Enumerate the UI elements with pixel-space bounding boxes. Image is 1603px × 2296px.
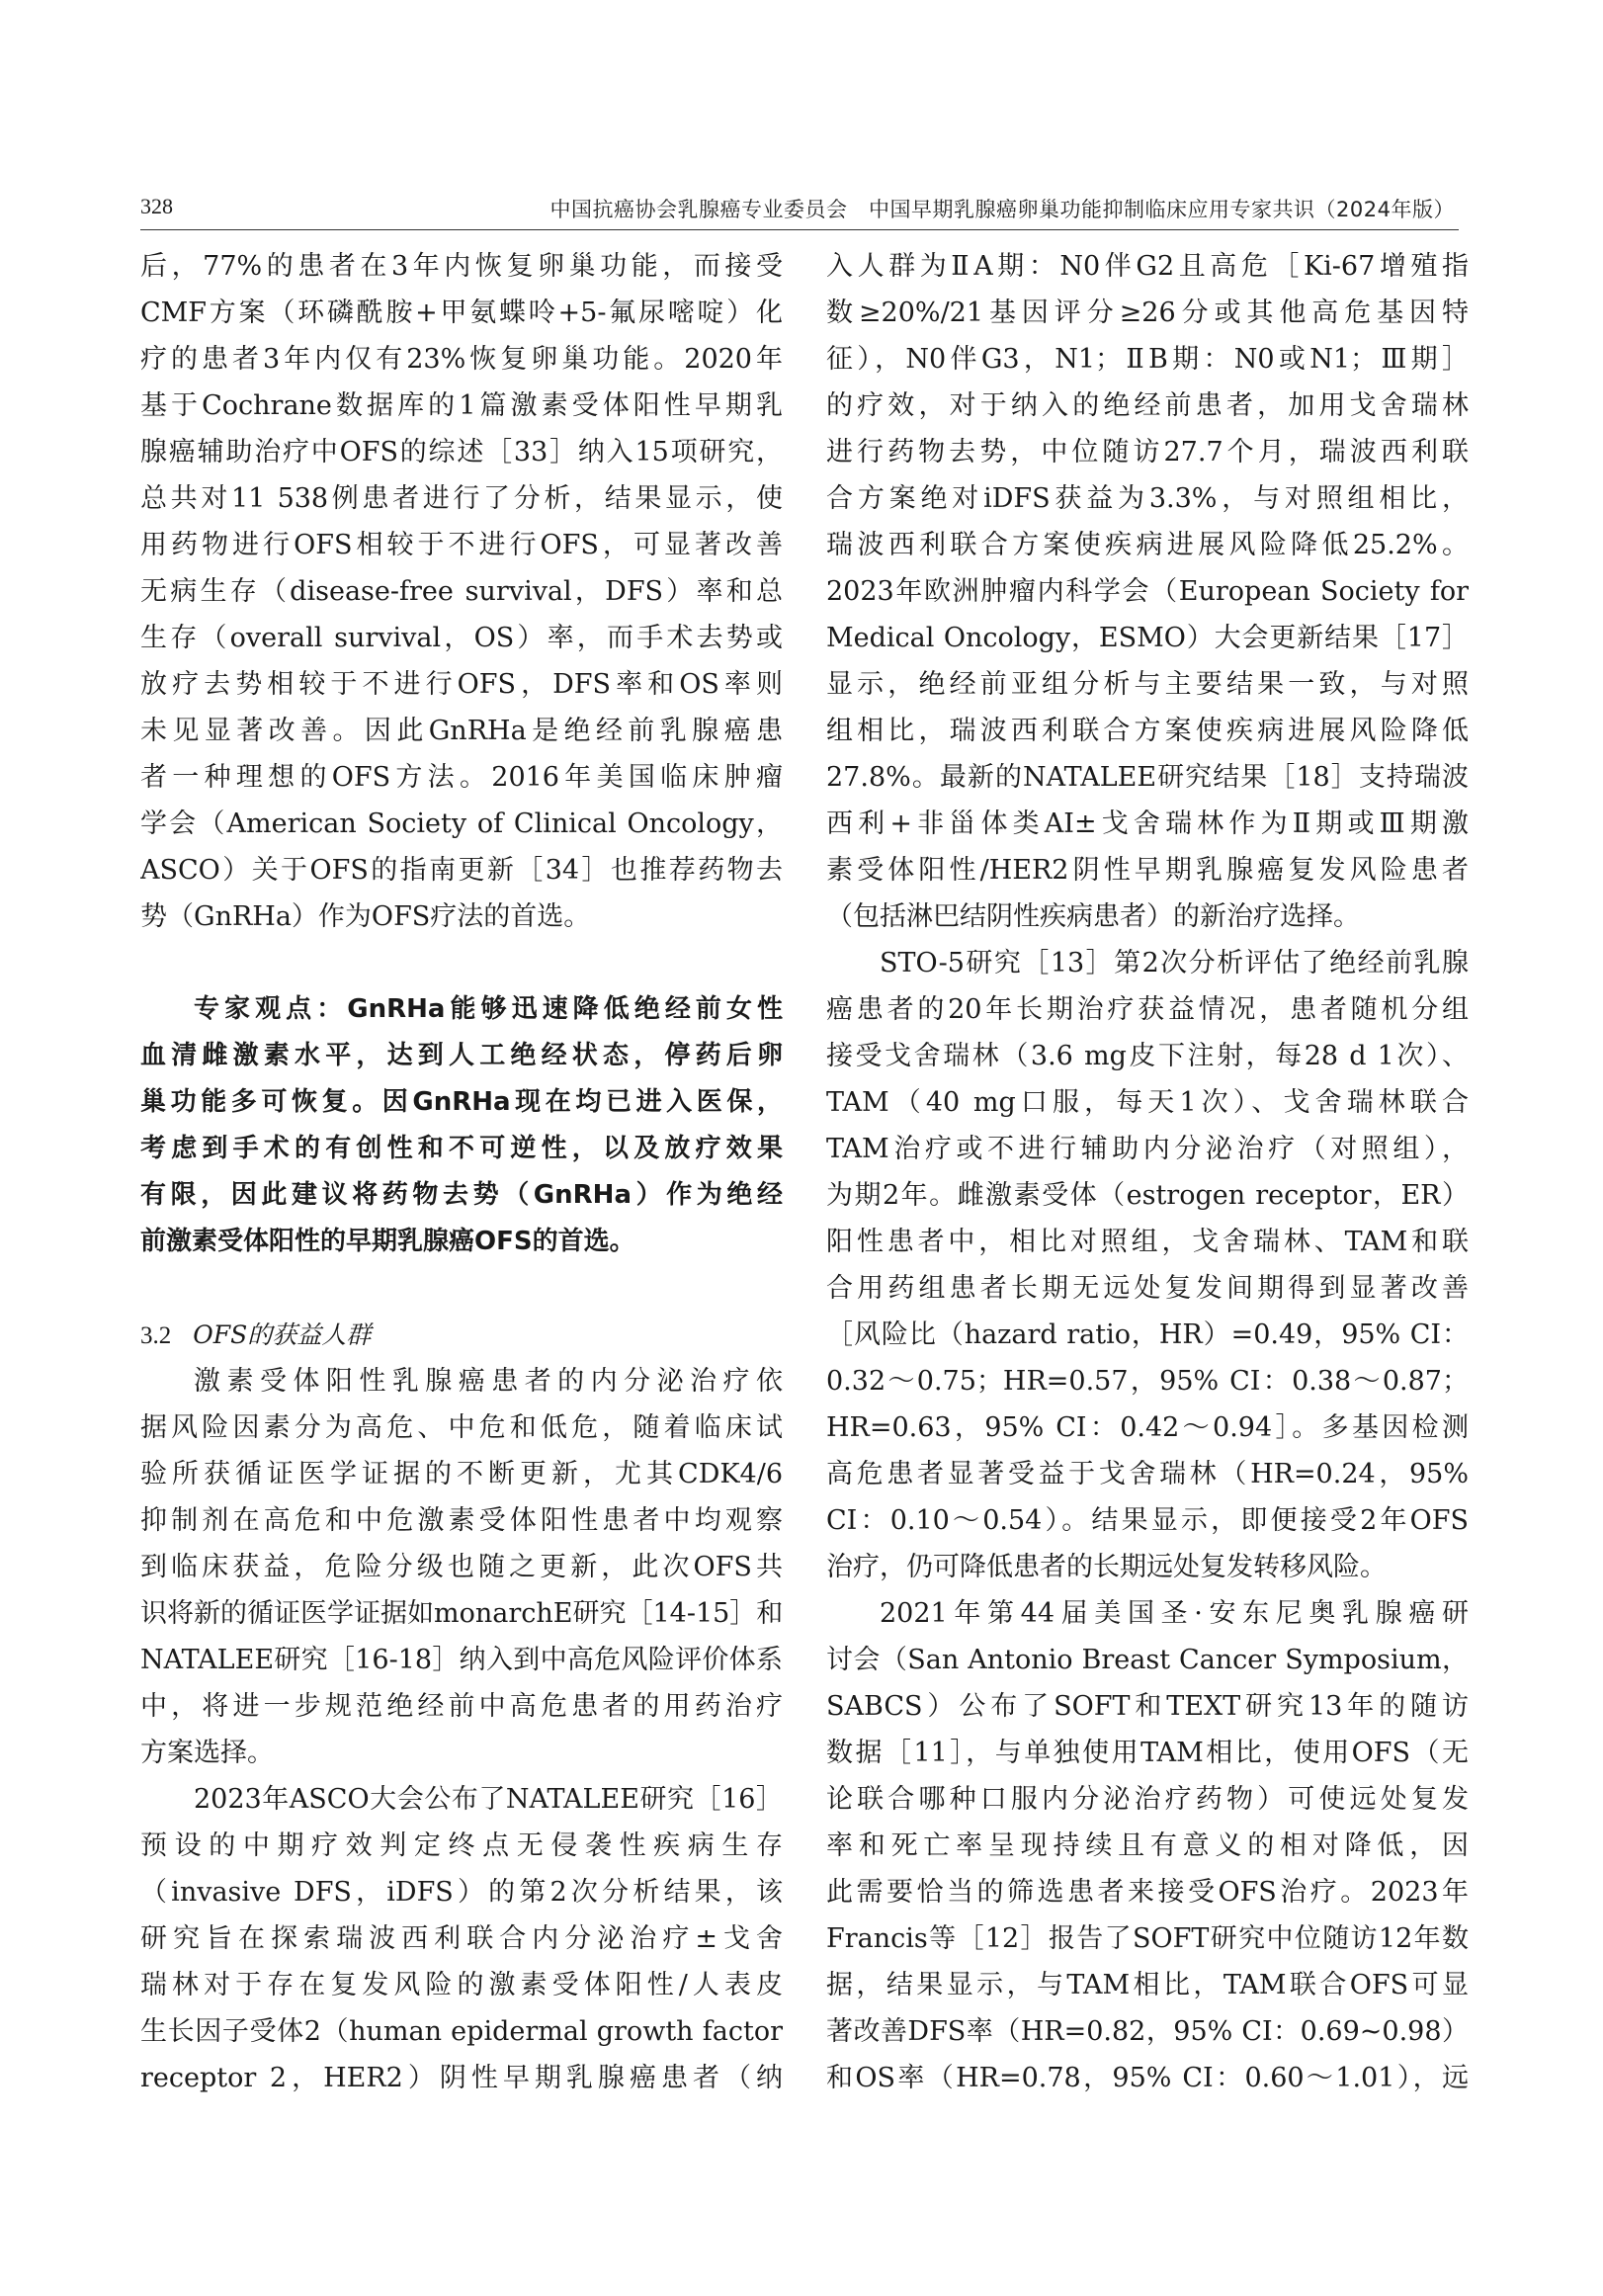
section-number: 3.2: [140, 1322, 172, 1349]
text-line: 西利+非甾体类AI±戈舍瑞林作为Ⅱ期或Ⅲ期激: [826, 808, 1469, 839]
text-line: 为期2年。雌激素受体（estrogen receptor，ER）: [826, 1180, 1469, 1211]
text-line: 腺癌辅助治疗中OFS的综述［33］纳入15项研究，: [140, 437, 783, 468]
text-line: 阳性患者中，相比对照组，戈舍瑞林、TAM和联: [826, 1227, 1469, 1257]
paragraph-natalee-continued: [826, 243, 1469, 940]
text-line: Francis等［12］报告了SOFT研究中位随访12年数: [826, 1923, 1469, 1954]
text-line: 据，结果显示，与TAM相比，TAM联合OFS可显: [826, 1970, 1469, 2000]
text-line: 高危患者显著受益于戈舍瑞林（HR=0.24，95%: [826, 1459, 1469, 1489]
expert-opinion-line: 巢功能多可恢复。因GnRHa现在均已进入医保，: [140, 1087, 783, 1117]
text-line: 2021年第44届美国圣·安东尼奥乳腺癌研: [880, 1598, 1469, 1629]
text-line: 用药物进行OFS相较于不进行OFS，可显著改善: [140, 530, 783, 560]
text-line: 无病生存（disease-free survival，DFS）率和总: [140, 576, 783, 607]
text-line: 瑞波西利联合方案使疾病进展风险降低25.2%。: [826, 530, 1469, 560]
text-line: 著改善DFS率（HR=0.82，95% CI：0.69~0.98）: [826, 2016, 1469, 2047]
expert-opinion-line: 专家观点：GnRHa能够迅速降低绝经前女性: [194, 994, 783, 1024]
text-line: receptor 2，HER2）阴性早期乳腺癌患者（纳: [140, 2063, 783, 2093]
text-line: 讨会（San Antonio Breast Cancer Symposium，: [826, 1645, 1469, 1675]
text-line: 接受戈舍瑞林（3.6 mg皮下注射，每28 d 1次）、: [826, 1041, 1469, 1071]
text-line: 方案选择。: [140, 1738, 274, 1768]
text-line: 基于Cochrane数据库的1篇激素受体阳性早期乳: [140, 390, 783, 421]
text-line: 放疗去势相较于不进行OFS，DFS率和OS率则: [140, 669, 783, 700]
text-line: 27.8%。最新的NATALEE研究结果［18］支持瑞波: [826, 762, 1469, 793]
left-column: [140, 243, 783, 2101]
paragraph-ofs-recovery: [140, 243, 783, 940]
expert-opinion-line: 血清雌激素水平，达到人工绝经状态，停药后卵: [140, 1041, 783, 1070]
text-line: NATALEE研究［16-18］纳入到中高危风险评价体系: [140, 1645, 783, 1675]
text-line: （包括淋巴结阴性疾病患者）的新治疗选择。: [826, 901, 1360, 932]
text-line: SABCS）公布了SOFT和TEXT研究13年的随访: [826, 1691, 1469, 1722]
text-line: 后，77%的患者在3年内恢复卵巢功能，而接受: [140, 251, 783, 282]
text-line: 据风险因素分为高危、中危和低危，随着临床试: [140, 1412, 783, 1443]
text-line: 总共对11 538例患者进行了分析，结果显示，使: [140, 483, 783, 514]
text-line: 学会（American Society of Clinical Oncology，: [140, 808, 783, 839]
text-line: HR=0.63，95% CI：0.42～0.94］。多基因检测: [826, 1412, 1469, 1443]
text-line: 此需要恰当的筛选患者来接受OFS治疗。2023年: [826, 1877, 1469, 1908]
text-line: 治疗，仍可降低患者的长期远处复发转移风险。: [826, 1552, 1387, 1582]
text-line: CMF方案（环磷酰胺+甲氨蝶呤+5-氟尿嘧啶）化: [140, 298, 783, 328]
text-line: 预设的中期疗效判定终点无侵袭性疾病生存: [140, 1830, 783, 1861]
text-line: 征），N0伴G3，N1；ⅡB期：N0或N1；Ⅲ期］: [826, 344, 1469, 375]
expert-opinion-line: 考虑到手术的有创性和不可逆性，以及放疗效果: [140, 1134, 783, 1163]
text-line: TAM（40 mg口服，每天1次）、戈舍瑞林联合: [826, 1087, 1469, 1118]
paragraph-natalee: [140, 1776, 783, 2101]
text-line: 识将新的循证医学证据如monarchE研究［14-15］和: [140, 1598, 783, 1629]
text-line: 生长因子受体2（human epidermal growth factor: [140, 2016, 783, 2047]
spacer: [140, 940, 783, 986]
section-heading: [140, 1312, 783, 1358]
text-line: 生存（overall survival，OS）率，而手术去势或: [140, 623, 783, 653]
text-line: 疗的患者3年内仅有23%恢复卵巢功能。2020年: [140, 344, 783, 375]
text-line: 合用药组患者长期无远处复发间期得到显著改善: [826, 1273, 1469, 1304]
text-line: 合方案绝对iDFS获益为3.3%，与对照组相比，: [826, 483, 1469, 514]
right-column: [826, 243, 1469, 2101]
text-line: 抑制剂在高危和中危激素受体阳性患者中均观察: [140, 1505, 783, 1536]
page-number: 328: [140, 194, 173, 218]
text-line: Medical Oncology，ESMO）大会更新结果［17］: [826, 623, 1469, 653]
text-line: 率和死亡率呈现持续且有意义的相对降低，因: [826, 1830, 1469, 1861]
text-line: 2023年欧洲肿瘤内科学会（European Society for: [826, 576, 1469, 607]
expert-opinion-line: 有限，因此建议将药物去势（GnRHa）作为绝经: [140, 1180, 783, 1210]
paragraph-sabcs: [826, 1590, 1469, 2101]
text-line: 瑞林对于存在复发风险的激素受体阳性/人表皮: [140, 1970, 783, 2000]
expert-opinion-block: [140, 986, 783, 1265]
text-line: 研究旨在探索瑞波西利联合内分泌治疗±戈舍: [140, 1923, 783, 1954]
text-line: 组相比，瑞波西利联合方案使疾病进展风险降低: [826, 716, 1469, 746]
text-line: ［风险比（hazard ratio，HR）=0.49，95% CI：: [826, 1319, 1469, 1350]
text-line: 激素受体阳性乳腺癌患者的内分泌治疗依: [194, 1366, 783, 1397]
text-line: 数≥20%/21基因评分≥26分或其他高危基因特: [826, 298, 1469, 328]
text-line: 中，将进一步规范绝经前中高危患者的用药治疗: [140, 1691, 783, 1722]
text-line: STO-5研究［13］第2次分析评估了绝经前乳腺: [880, 948, 1469, 978]
text-line: 者一种理想的OFS方法。2016年美国临床肿瘤: [140, 762, 783, 793]
text-line: CI：0.10～0.54）。结果显示，即便接受2年OFS: [826, 1505, 1469, 1536]
text-line: 的疗效，对于纳入的绝经前患者，加用戈舍瑞林: [826, 390, 1469, 421]
text-line: 到临床获益，危险分级也随之更新，此次OFS共: [140, 1552, 783, 1582]
text-line: 验所获循证医学证据的不断更新，尤其CDK4/6: [140, 1459, 783, 1489]
running-head-title: 中国抗癌协会乳腺癌专业委员会 中国早期乳腺癌卵巢功能抑制临床应用专家共识（2024年版）: [549, 198, 1455, 221]
text-line: 癌患者的20年长期治疗获益情况，患者随机分组: [826, 994, 1469, 1025]
text-line: 势（GnRHa）作为OFS疗法的首选。: [140, 901, 591, 932]
section-title: OFS的获益人群: [193, 1320, 372, 1349]
text-line: 未见显著改善。因此GnRHa是绝经前乳腺癌患: [140, 716, 783, 746]
running-header: [140, 190, 1459, 230]
expert-opinion-line: 前激素受体阳性的早期乳腺癌OFS的首选。: [140, 1227, 635, 1256]
text-line: 论联合哪种口服内分泌治疗药物）可使远处复发: [826, 1784, 1469, 1815]
text-line: 素受体阳性/HER2阴性早期乳腺癌复发风险患者: [826, 855, 1469, 886]
text-line: 0.32～0.75；HR=0.57，95% CI：0.38～0.87；: [826, 1366, 1469, 1397]
text-line: （invasive DFS，iDFS）的第2次分析结果，该: [140, 1877, 783, 1908]
text-line: 2023年ASCO大会公布了NATALEE研究［16］: [194, 1784, 783, 1815]
text-line: TAM治疗或不进行辅助内分泌治疗（对照组），: [826, 1134, 1469, 1164]
text-line: 和OS率（HR=0.78，95% CI：0.60～1.01），远: [826, 2063, 1469, 2093]
text-line: 入人群为ⅡA期：N0伴G2且高危［Ki-67增殖指: [826, 251, 1469, 282]
paragraph-sto5: [826, 940, 1469, 1590]
text-line: 显示，绝经前亚组分析与主要结果一致，与对照: [826, 669, 1469, 700]
spacer: [140, 1265, 783, 1312]
paragraph-risk-groups: [140, 1358, 783, 1776]
text-line: 数据［11］，与单独使用TAM相比，使用OFS（无: [826, 1738, 1469, 1768]
text-line: 进行药物去势，中位随访27.7个月，瑞波西利联: [826, 437, 1469, 468]
text-line: ASCO）关于OFS的指南更新［34］也推荐药物去: [140, 855, 783, 886]
